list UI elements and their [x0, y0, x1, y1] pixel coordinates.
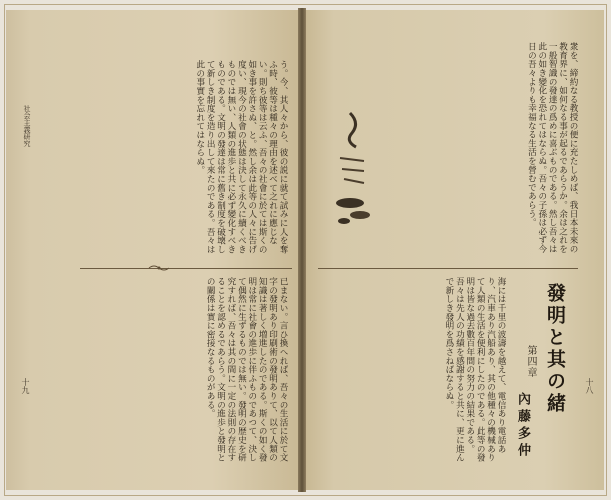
article-author: 內藤多仲 — [515, 392, 530, 460]
left-running-header: 社会主義研究 — [23, 105, 31, 147]
left-divider — [80, 268, 292, 269]
right-lower-text: 海には千里の波濤を越えて、電信あり電話あり、汽車あり汽船あり、其の他種々の機械ありて人類の生活を便利にしたのである。此等の發明は皆な過去數百年間の努力の結果である。吾々は先人の功績を感謝すると共に、更に進んで新しき發明を爲さねばならぬ。 — [443, 277, 506, 462]
right-upper-text: 衆を、締約なる教授の便に充たしめば、我日本未來の教育界に、如何なる事が起るであらうか。余は之れを一般智識の發達の爲めに喜ぶものである。然し吾々は此の如き變化を恐れてはならぬ。吾々の子孫は必ず今日の吾々よりも幸福なる生活を營むであらう。 — [526, 42, 578, 254]
article-title: 發明と其の緒 — [544, 283, 566, 415]
ornament-icon — [148, 264, 170, 272]
left-page-number: 十九 — [21, 378, 30, 394]
article-subtitle: 第四章 — [525, 345, 536, 378]
right-divider — [318, 268, 578, 269]
book-gutter — [298, 8, 306, 492]
illustration-figure — [330, 103, 376, 228]
left-upper-text: う。今、其人々から、彼の説に就て試みに人を奪ふ時、彼等は種々の理由を述べて之れに應じない。則ち彼等は云ふ、吾々の社會に於ては斯くの如き事を許さぬ、と。然し余は此等の人々に告げ度い、現今の社會の状態は決して永久に續くべきものでは無い、人類の進歩と共に必ず變化すべきものである。文明の發達は常に舊き制度を破壊して新しき制度を造り出して來たのである。吾々は此の事實を忘れてはならぬ。 — [194, 60, 288, 254]
left-lower-text: 已まない。言ひ換へれば、吾々の生活に於て文字の發明あり印刷術の發明ありて、以て人類の知識は著しく増進したのである。斯くの如く發明は常に社會の進歩に伴ふものであつて、決して偶然に生ずるものでは無い。發明の歴史を研究すれば、吾々は其の間に一定の法則の存在することを認めるであらう。文明の進歩と發明との關係は實に密接なるものがある。 — [205, 277, 288, 462]
right-page-number: 十八 — [585, 378, 594, 394]
